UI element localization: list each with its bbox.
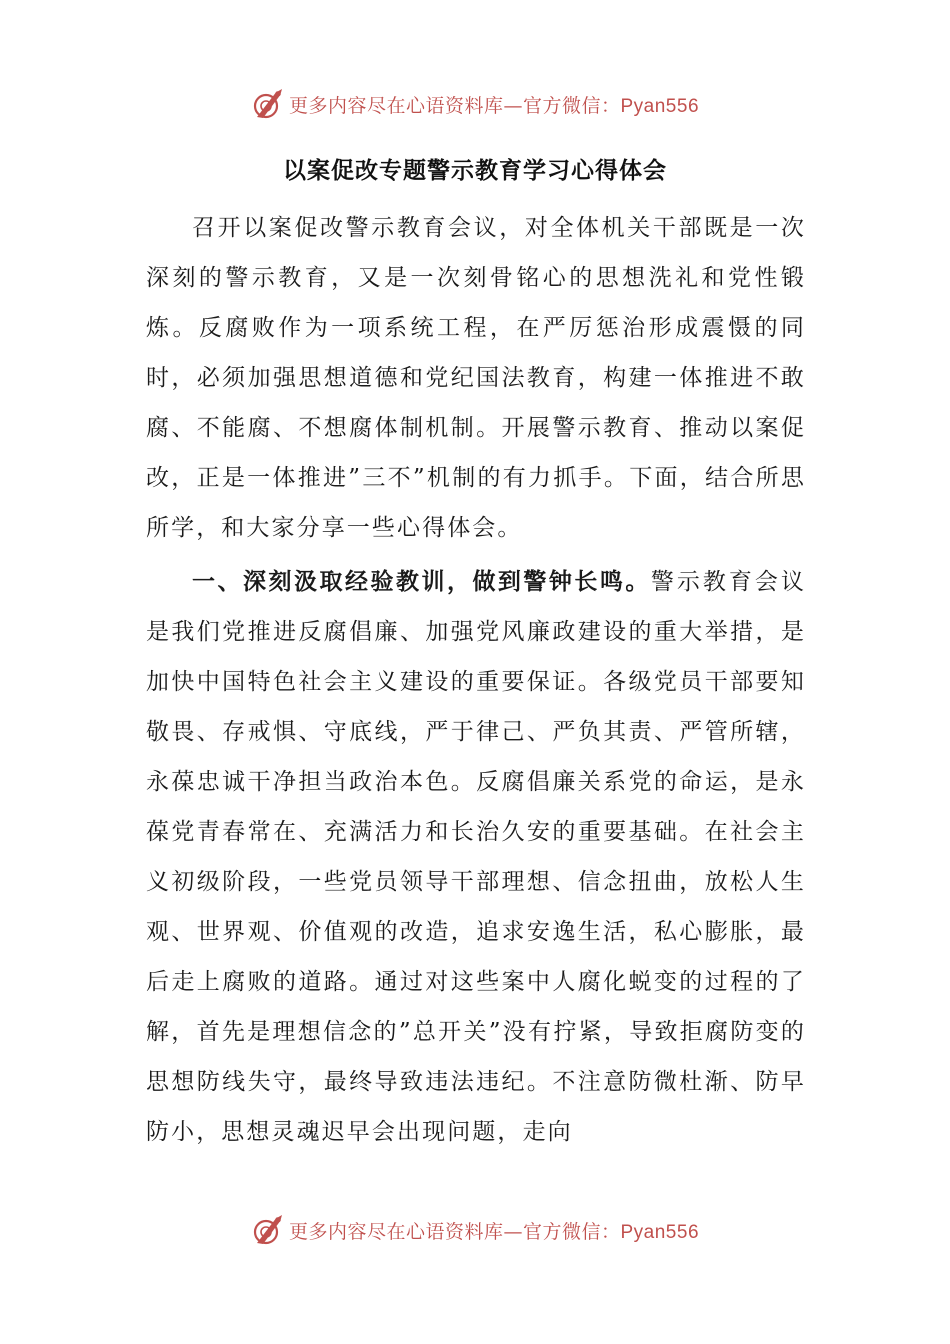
paragraph-section-1	[146, 557, 806, 1157]
watermark-banner-top	[0, 84, 950, 124]
paragraph-text: 警示教育会议是我们党推进反腐倡廉、加强党风廉政建设的重大举措，是加快中国特色社会主义建设的重要保证。各级党员干部要知敬畏、存戒惧、守底线，严于律己、严负其责、严管所辖，永葆忠诚干净担当政治本色。反腐倡廉关系党的命运，是永葆党青春常在、充满活力和长治久安的重要基础。在社会主义初级阶段，一些党员领导干部理想、信念扭曲，放松人生观、世界观、价值观的改造，追求安逸生活，私心膨胀，最后走上腐败的道路。通过对这些案中人腐化蜕变的过程的了解，首先是理想信念的”总开关”没有拧紧，导致拒腐防变的思想防线失守，最终导致违法违纪。不注意防微杜渐、防早防小，思想灵魂迟早会出现问题，走向	[146, 569, 806, 1145]
quill-pen-seal-icon	[251, 1213, 285, 1247]
paragraph-text: 召开以案促改警示教育会议，对全体机关干部既是一次深刻的警示教育，又是一次刻骨铭心的思想洗礼和党性锻炼。反腐败作为一项系统工程，在严厉惩治形成震慑的同时，必须加强思想道德和党纪国法教育，构建一体推进不敢腐、不能腐、不想腐体制机制。开展警示教育、推动以案促改，正是一体推进”三不”机制的有力抓手。下面，结合所思所学，和大家分享一些心得体会。	[146, 215, 806, 541]
watermark-text: 更多内容尽在心语资料库—官方微信：Pyan556	[288, 94, 700, 117]
watermark-text: 更多内容尽在心语资料库—官方微信：Pyan556	[288, 1220, 700, 1243]
paragraph-intro	[146, 203, 806, 553]
quill-pen-seal-icon	[251, 87, 285, 121]
section-heading: 一、深刻汲取经验教训，做到警钟长鸣。	[192, 569, 651, 595]
document-body	[146, 203, 806, 1157]
document-title: 以案促改专题警示教育学习心得体会	[283, 158, 667, 184]
wechat-id: Pyan556	[620, 95, 700, 117]
watermark-banner-bottom	[0, 1210, 950, 1250]
wechat-id: Pyan556	[620, 1221, 700, 1243]
